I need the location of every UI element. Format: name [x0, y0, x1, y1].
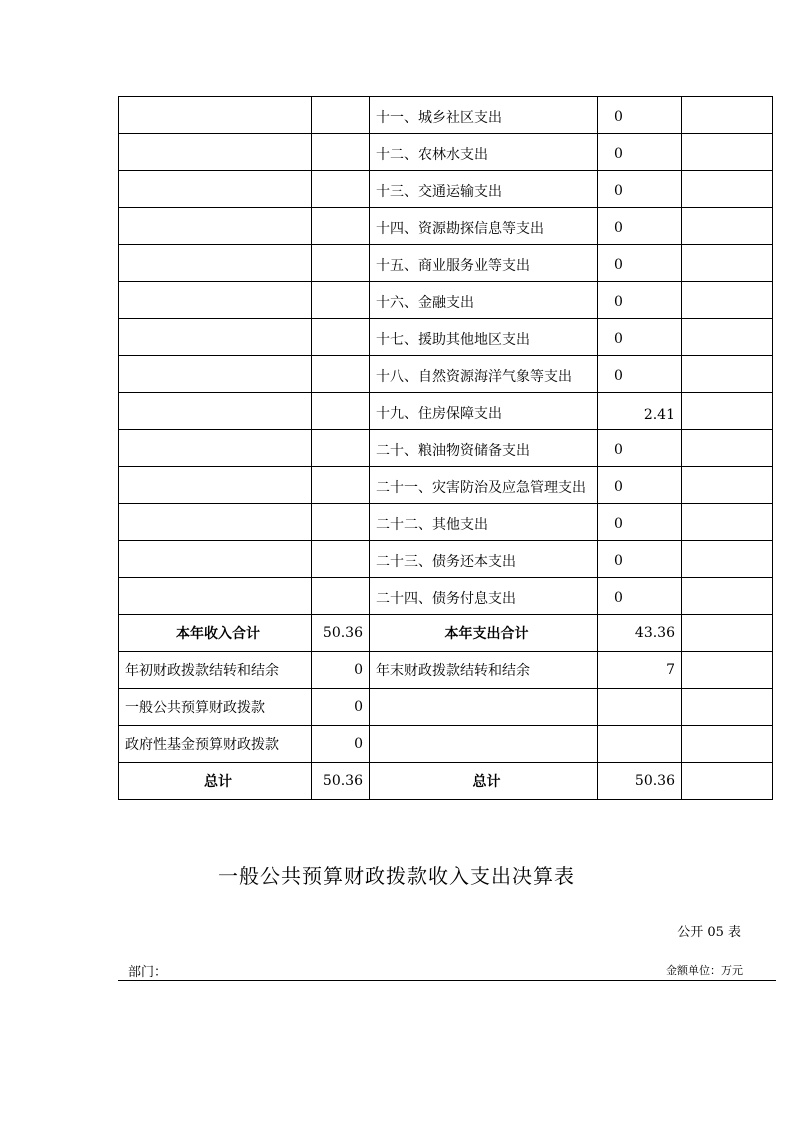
- empty-cell: [119, 578, 312, 615]
- empty-cell: [119, 319, 312, 356]
- expense-item-label: 二十一、灾害防治及应急管理支出: [370, 467, 598, 504]
- expense-item-amount: 0: [598, 97, 682, 134]
- empty-cell: [119, 282, 312, 319]
- table-row: [119, 97, 773, 134]
- expense-item-amount: 0: [598, 134, 682, 171]
- empty-cell: [682, 171, 773, 208]
- empty-cell: [312, 319, 370, 356]
- table-row: [119, 245, 773, 282]
- table-row: [119, 430, 773, 467]
- empty-cell: [682, 245, 773, 282]
- expense-item-amount: 0: [598, 430, 682, 467]
- expense-item-label: 十一、城乡社区支出: [370, 97, 598, 134]
- empty-cell: [312, 393, 370, 430]
- table-row: [119, 282, 773, 319]
- empty-cell: [119, 356, 312, 393]
- empty-cell: [312, 97, 370, 134]
- empty-cell: [312, 578, 370, 615]
- empty-cell: [119, 393, 312, 430]
- expense-item-label: 二十三、债务还本支出: [370, 541, 598, 578]
- empty-cell: [682, 467, 773, 504]
- empty-cell: [119, 171, 312, 208]
- table-row: [119, 319, 773, 356]
- empty-cell: [312, 356, 370, 393]
- income-total-row: [119, 615, 773, 652]
- empty-cell: [119, 208, 312, 245]
- empty-cell: [682, 356, 773, 393]
- expense-item-label: 二十四、债务付息支出: [370, 578, 598, 615]
- expense-item-label: 十六、金融支出: [370, 282, 598, 319]
- table-row: [119, 467, 773, 504]
- general-budget-label: 一般公共预算财政拨款: [119, 689, 312, 726]
- empty-cell: [682, 615, 773, 652]
- empty-cell: [119, 541, 312, 578]
- income-total-label: 本年收入合计: [119, 615, 312, 652]
- empty-cell: [682, 652, 773, 689]
- end-balance-label: 年末财政拨款结转和结余: [370, 652, 598, 689]
- table-row: [119, 208, 773, 245]
- empty-cell: [312, 171, 370, 208]
- empty-cell: [312, 467, 370, 504]
- grand-total-label-right: 总计: [370, 763, 598, 800]
- empty-cell: [682, 282, 773, 319]
- fund-budget-value: 0: [312, 726, 370, 763]
- expense-item-amount: 0: [598, 541, 682, 578]
- empty-cell: [370, 726, 598, 763]
- empty-cell: [682, 319, 773, 356]
- empty-cell: [312, 245, 370, 282]
- empty-cell: [598, 689, 682, 726]
- general-budget-row: [119, 689, 773, 726]
- empty-cell: [312, 504, 370, 541]
- expense-item-amount: 0: [598, 171, 682, 208]
- expense-item-amount: 0: [598, 245, 682, 282]
- expense-item-label: 二十二、其他支出: [370, 504, 598, 541]
- expense-item-label: 十八、自然资源海洋气象等支出: [370, 356, 598, 393]
- expense-item-amount: 0: [598, 578, 682, 615]
- empty-cell: [312, 208, 370, 245]
- empty-cell: [682, 430, 773, 467]
- begin-balance-value: 0: [312, 652, 370, 689]
- table-row: [119, 393, 773, 430]
- balance-row: [119, 652, 773, 689]
- expense-total-value: 43.36: [598, 615, 682, 652]
- expense-item-label: 十五、商业服务业等支出: [370, 245, 598, 282]
- empty-cell: [682, 208, 773, 245]
- expense-item-amount: 0: [598, 504, 682, 541]
- expense-item-label: 十四、资源勘探信息等支出: [370, 208, 598, 245]
- empty-cell: [682, 97, 773, 134]
- table-row: [119, 356, 773, 393]
- empty-cell: [119, 504, 312, 541]
- expense-item-amount: 0: [598, 319, 682, 356]
- expense-item-amount: 0: [598, 208, 682, 245]
- income-total-value: 50.36: [312, 615, 370, 652]
- expense-total-label: 本年支出合计: [370, 615, 598, 652]
- fund-budget-label: 政府性基金预算财政拨款: [119, 726, 312, 763]
- grand-total-label-left: 总计: [119, 763, 312, 800]
- empty-cell: [598, 726, 682, 763]
- empty-cell: [119, 245, 312, 282]
- expense-rows: [119, 97, 773, 615]
- expense-item-label: 二十、粮油物资储备支出: [370, 430, 598, 467]
- empty-cell: [312, 282, 370, 319]
- table-row: [119, 504, 773, 541]
- empty-cell: [312, 134, 370, 171]
- empty-cell: [370, 689, 598, 726]
- table-row: [119, 171, 773, 208]
- department-label: 部门：: [128, 965, 168, 980]
- expense-item-label: 十三、交通运输支出: [370, 171, 598, 208]
- empty-cell: [312, 541, 370, 578]
- empty-cell: [119, 97, 312, 134]
- empty-cell: [682, 763, 773, 800]
- table-row: [119, 578, 773, 615]
- expense-item-label: 十二、农林水支出: [370, 134, 598, 171]
- expense-item-label: 十七、援助其他地区支出: [370, 319, 598, 356]
- summary-rows: [119, 615, 773, 800]
- unit-label: 金额单位：万元: [666, 964, 743, 977]
- empty-cell: [682, 726, 773, 763]
- empty-cell: [119, 134, 312, 171]
- empty-cell: [682, 504, 773, 541]
- empty-cell: [119, 430, 312, 467]
- begin-balance-label: 年初财政拨款结转和结余: [119, 652, 312, 689]
- empty-cell: [312, 430, 370, 467]
- table-code: 公开 05 表: [677, 925, 741, 940]
- grand-total-value-right: 50.36: [598, 763, 682, 800]
- table-row: [119, 541, 773, 578]
- header-divider: [118, 980, 776, 981]
- next-table-title: 一般公共预算财政拨款收入支出决算表: [218, 864, 575, 888]
- empty-cell: [682, 393, 773, 430]
- fund-budget-row: [119, 726, 773, 763]
- empty-cell: [682, 541, 773, 578]
- empty-cell: [682, 689, 773, 726]
- end-balance-value: 7: [598, 652, 682, 689]
- expense-item-amount: 0: [598, 356, 682, 393]
- budget-table: [118, 96, 773, 800]
- expense-item-amount: 2.41: [598, 393, 682, 430]
- grand-total-row: [119, 763, 773, 800]
- empty-cell: [682, 578, 773, 615]
- general-budget-value: 0: [312, 689, 370, 726]
- expense-item-amount: 0: [598, 282, 682, 319]
- empty-cell: [682, 134, 773, 171]
- table-row: [119, 134, 773, 171]
- expense-item-amount: 0: [598, 467, 682, 504]
- empty-cell: [119, 467, 312, 504]
- expense-item-label: 十九、住房保障支出: [370, 393, 598, 430]
- grand-total-value-left: 50.36: [312, 763, 370, 800]
